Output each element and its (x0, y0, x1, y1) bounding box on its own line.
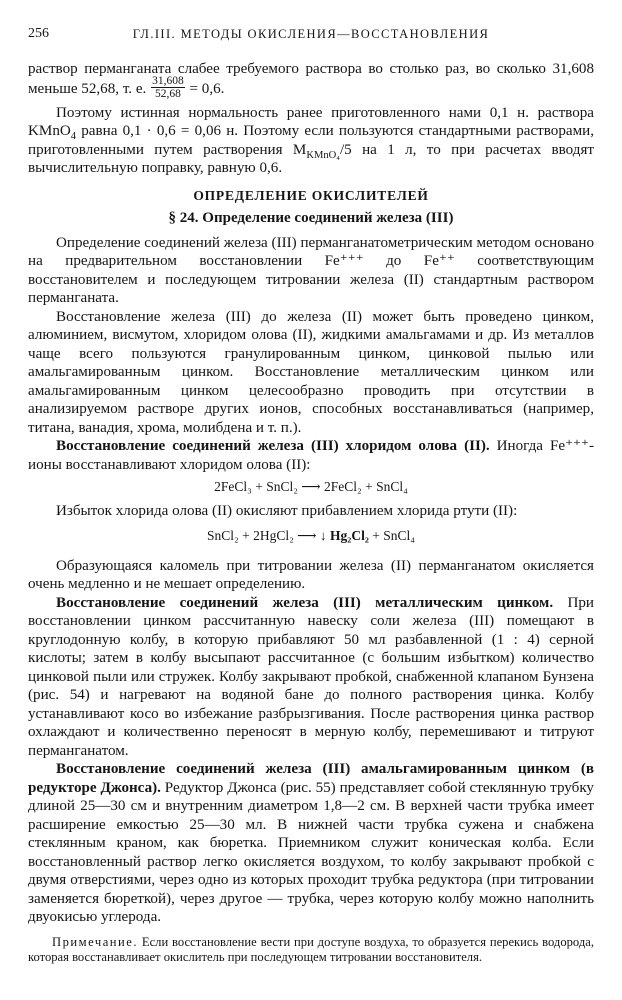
paragraph-calomel: Образующаяся каломель при титровании железа (II) перманганатом окисляется очень медленно и не мешает определению. (28, 557, 594, 592)
ratio-fraction (151, 75, 185, 100)
paragraph-method-basis: Определение соединений железа (III) перманганатометрическим методом основано на предварительном восстановлении Fe⁺⁺⁺ до Fe⁺⁺ соответствующим восстановителем и последующем титровании железа (II) стандартным раствором перманганата. (28, 234, 594, 306)
paragraph-zinc (28, 594, 594, 761)
page-number: 256 (28, 26, 49, 41)
ratio-line-a: раствор перманганата слабее требуемого раствора во столько раз, во (28, 61, 491, 77)
calomel-formula: Hg₂Cl₂ (330, 527, 369, 543)
section-title: ОПРЕДЕЛЕНИЕ ОКИСЛИТЕЛЕЙ (193, 187, 429, 203)
paragraph-jones-reductor (28, 760, 594, 927)
footnote-text: Если восстановление вести при доступе воздуха, то образуется перекись водорода, которая восстанавливает окислитель при последующем титровании восстановителя. (28, 934, 594, 964)
normality-text-2: равна 0,1 · 0,6 = 0,06 н. Поэтому если пользуются стандартными растворами, приготовленными путем растворения M (28, 123, 594, 158)
footnote (28, 935, 594, 966)
running-header (28, 26, 594, 50)
book-page (28, 26, 594, 966)
tin-chloride-heading: Восстановление соединений железа (III) хлоридом олова (II). (56, 438, 490, 454)
equation-right: + SnCl₄ (372, 527, 415, 543)
subsection-title: § 24. Определение соединений железа (III) (168, 209, 454, 226)
ratio-line-b: сколько 31,608 меньше 52,68, т. е. (28, 61, 595, 97)
tin-chloride-text: Иногда Fe⁺⁺⁺-ионы восстанавливают хлоридом олова (II): (28, 438, 594, 473)
equation-tin-mercury (28, 527, 594, 545)
equation-iron-tin: 2FeCl₃ + SnCl₂ ⟶ 2FeCl₂ + SnCl₄ (214, 479, 408, 494)
paragraph-normality (28, 104, 594, 178)
paragraph-tin-chloride (28, 437, 594, 474)
zinc-text: При восстановлении цинком рассчитанную навеску соли железа (III) помещают в круглодонную колбу, в которую прибавляют 50 мл разбавленной (1 : 4) серной кислоты; затем в колбу высыпают рассчитанное (с большим избытком) количество цинковой пыли или стружек. Колбу закрывают пробкой, снабженной клапаном Бунзена (рис. 54) и нагревают на водяной бане до полного растворения цинка. Колбу устанавливают косо во избежание разбрызгивания. После растворения цинка раствор охлаждают и количественно переносят в мерную колбу, перемешивают и титруют перманганатом. (28, 594, 594, 759)
normality-text-3: /5 на 1 л, то при расчетах вводят вычислительную поправку, равную 0,6. (28, 141, 594, 176)
fraction-denominator: 52,68 (154, 87, 181, 100)
normality-sub-2: KMnO₄ (306, 149, 340, 161)
normality-text-1: Поэтому истинная нормальность ранее приготовленного нами 0,1 н. раствора KMnO (28, 104, 594, 139)
fraction-numerator: 31,608 (152, 74, 184, 87)
precipitate-arrow: ↓ (319, 527, 327, 543)
footnote-label: Примечание. (52, 934, 139, 949)
zinc-heading: Восстановление соединений железа (III) металлическим цинком. (56, 594, 554, 611)
paragraph-reducers: Восстановление железа (III) до железа (II) может быть проведено цинком, алюминием, висмутом, хлоридом олова (II), жидкими амальгамами и др. Из металлов чаще всего пользуются гранулированным цинком, цинковой пылью или амальгамированным цинком. Восстановление металлическим цинком или амальгамированным цинком целесообразно проводить при отсутствии в анализируемом растворе других ионов, способных восстанавливаться (например, титана, ванадия, хрома, молибдена и т. п.). (28, 308, 594, 436)
fraction-result: = 0,6. (189, 80, 225, 97)
normality-sub-1: 4 (70, 131, 77, 143)
chapter-title: ГЛ.III. МЕТОДЫ ОКИСЛЕНИЯ—ВОССТАНОВЛЕНИЯ (132, 27, 490, 41)
paragraph-permanganate-ratio (28, 60, 594, 100)
equation-left: SnCl₂ + 2HgCl₂ ⟶ (207, 527, 317, 543)
jones-heading: Восстановление соединений железа (III) амальгамированным цинком (в редукторе Джонса). (28, 761, 594, 796)
paragraph-excess-tin: Избыток хлорида олова (II) окисляют прибавлением хлорида ртути (II): (56, 503, 518, 519)
jones-text: Редуктор Джонса (рис. 55) представляет собой стеклянную трубку длиной 25—30 см и внутренним диаметром 1,8—2 см. В верхней части трубка имеет расширение емкостью 25—30 мл. В нижней части трубка сужена и снабжена стеклянным краном, как бюретка. Приемником служит коническая колба. Если восстановленный раствор легко окисляется воздухом, то колбу закрывают пробкой с двумя отверстиями, через одно из которых проходит трубка редуктора (при титровании заменяется бюреткой), через другое — трубка, через которую колбу можно наполнить двуокисью углерода. (28, 779, 594, 925)
